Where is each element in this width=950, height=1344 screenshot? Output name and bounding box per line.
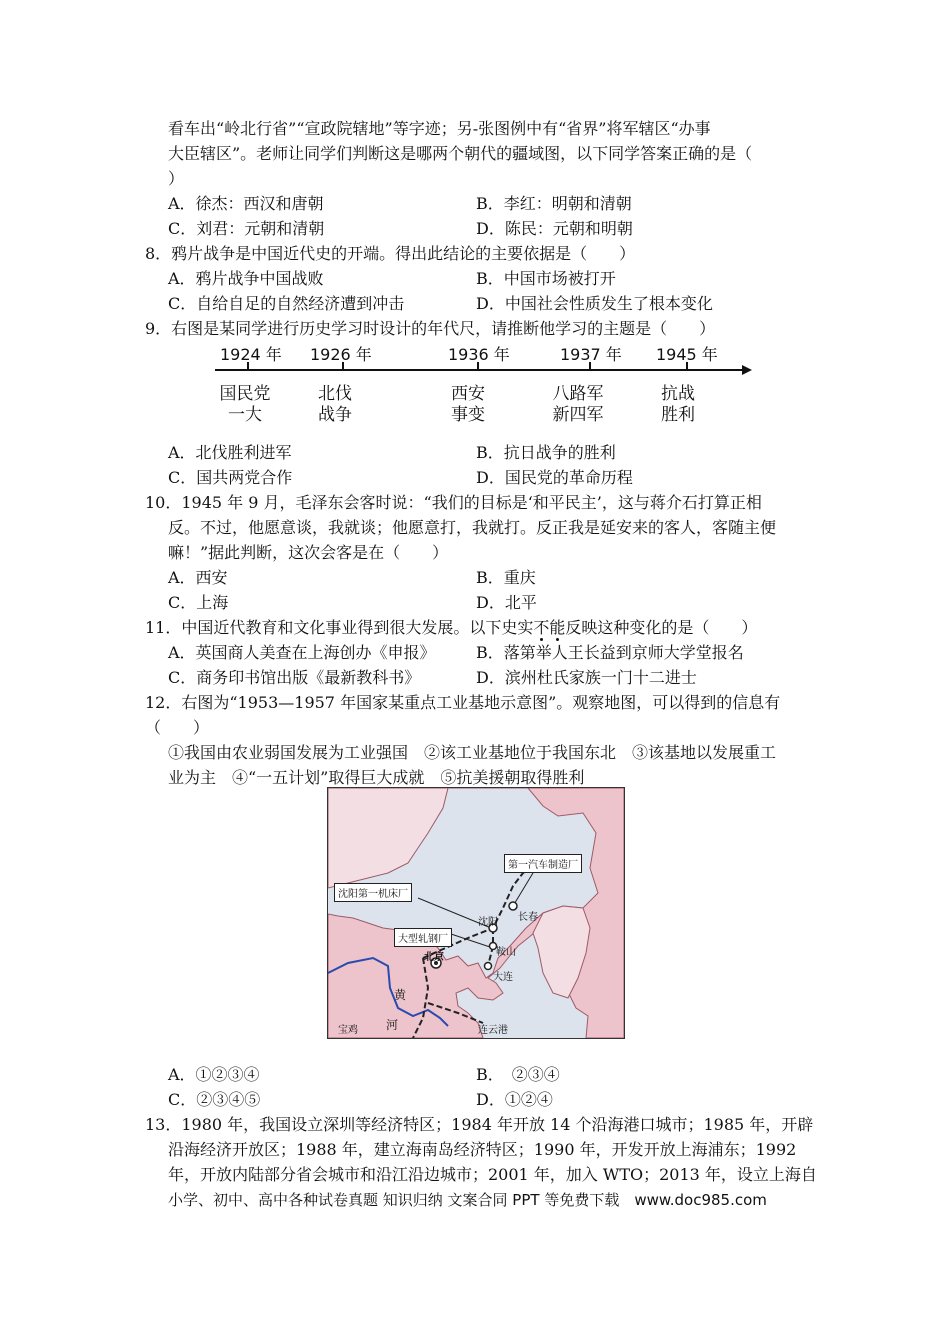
map-callout-box: 沈阳第一机床厂 [334,883,412,902]
q10-stem-line2: 反。不过，他愿意谈，我就谈；他愿意打，我就打。反正我是延安来的客人，客随主便 [168,518,777,537]
timeline-figure [210,340,755,430]
q9-stem: 9．右图是某同学进行历史学习时设计的年代尺，请推断他学习的主题是（ ） [145,319,716,338]
q8-option-c: C．自给自足的自然经济遭到冲击 [168,294,405,313]
timeline-event-line1: 国民党 [219,384,271,404]
timeline-event-line2: 事变 [451,405,485,425]
city-marker [509,902,517,910]
timeline-event-line1: 西安 [451,384,485,404]
q12-option-c: C．②③④⑤ [168,1090,261,1109]
q11-stem-text: 反映这种变化的是（ ） [565,618,758,637]
timeline-year: 1945 年 [656,345,718,364]
timeline-event [538,384,618,426]
timeline-year: 1936 年 [448,345,510,364]
map-city-label: 沈阳 [478,917,498,928]
timeline-year: 1937 年 [560,345,622,364]
q12-option-b: B． ②③④ [476,1065,560,1084]
timeline-event-line1: 抗战 [661,384,695,404]
timeline-event-line2: 新四军 [552,405,604,425]
map-city-label: 鞍山 [496,947,516,958]
q10-option-d: D．北平 [476,593,537,612]
q13-stem-line3: 年，开放内陆部分省会城市和沿江沿边城市；2001 年，加入 WTO；2013 年，设立上海自 [168,1165,817,1184]
timeline-event-line1: 北伐 [318,384,352,404]
map-capital-label: 北京 [424,952,444,963]
map-city-label: 大连 [493,972,513,983]
q10-stem-line3: 嘛！”据此判断，这次会客是在（ ） [168,543,449,562]
q12-stem-line3: ①我国由农业弱国发展为工业强国 ②该工业基地位于我国东北 ③该基地以发展重工 [168,743,777,762]
q9-option-b: B．抗日战争的胜利 [476,443,616,462]
q11-stem [145,617,757,639]
map-city-label: 宝鸡 [338,1025,358,1036]
industrial-base-map [327,787,625,1039]
q7-stem-line1: 看车出“岭北行省”“宣政院辖地”等字迹；另-张图例中有“省界”将军辖区“办事 [168,119,711,138]
map-graphic [328,788,624,1038]
q11-option-a: A．英国商人美查在上海创办《申报》 [168,643,436,662]
q12-stem-line4: 业为主 ④“一五计划”取得巨大成就 ⑤抗美援朝取得胜利 [168,768,585,787]
q12-stem-line1: 12．右图为“1953—1957 年国家某重点工业基地示意图”。观察地图，可以得到的信息有 [145,693,781,712]
q11-emphasis-char: 不 [533,618,550,637]
page-footer: 小学、初中、高中各种试卷真题 知识归纳 文案合同 PPT 等免费下载 www.doc985.com [168,1191,767,1209]
q8-option-d: D．中国社会性质发生了根本变化 [476,294,713,313]
timeline-year: 1926 年 [310,345,372,364]
q7-option-d: D．陈民：元朝和明朝 [476,219,633,238]
q8-option-b: B．中国市场被打开 [476,269,616,288]
q11-option-b: B．落第举人王长益到京师大学堂报名 [476,643,744,662]
timeline-year: 1924 年 [220,345,282,364]
q12-option-a: A．①②③④ [168,1065,260,1084]
q11-option-c: C．商务印书馆出版《最新教科书》 [168,668,421,687]
q8-option-a: A．鸦片战争中国战败 [168,269,324,288]
q10-option-c: C．上海 [168,593,229,612]
q10-option-b: B．重庆 [476,568,536,587]
q9-option-a: A．北伐胜利进军 [168,443,292,462]
q7-option-b: B．李红：明朝和清朝 [476,194,632,213]
q11-option-d: D．滨州杜氏家族一门十二进士 [476,668,697,687]
q11-stem-text: 11．中国近代教育和文化事业得到很大发展。以下史实 [145,618,534,637]
timeline-event-line2: 胜利 [661,405,695,425]
q11-emphasis-char: 能 [549,618,566,637]
timeline-event [295,384,375,426]
map-callout-box: 第一汽车制造厂 [504,854,582,873]
timeline-event [205,384,285,426]
timeline-event-line2: 战争 [318,405,352,425]
q13-stem-line2: 沿海经济开放区；1988 年，建立海南岛经济特区；1990 年，开发开放上海浦东；1992 [168,1140,797,1159]
q7-stem-line3: ） [168,169,185,188]
city-marker [485,963,492,970]
q12-stem-line2: （ ） [145,718,210,737]
map-city-label: 连云港 [478,1025,508,1036]
map-callout-box: 大型轧钢厂 [394,928,452,947]
q7-stem-line2: 大臣辖区”。老师让同学们判断这是哪两个朝代的疆域图，以下同学答案正确的是（ [168,144,753,163]
q8-stem: 8．鸦片战争是中国近代史的开端。得出此结论的主要依据是（ ） [145,244,636,263]
map-city-label: 长春 [518,912,538,923]
timeline-event [638,384,718,426]
q9-option-c: C．国共两党合作 [168,468,293,487]
q13-stem-line1: 13．1980 年，我国设立深圳等经济特区；1984 年开放 14 个沿海港口城市；1985 年，开辟 [145,1115,814,1134]
timeline-event [428,384,508,426]
q12-option-d: D．①②④ [476,1090,553,1109]
timeline-event-line2: 一大 [228,405,262,425]
timeline-arrowhead [742,365,752,375]
q10-option-a: A．西安 [168,568,228,587]
timeline-event-line1: 八路军 [552,384,604,404]
q7-option-c: C．刘君：元朝和清朝 [168,219,325,238]
q10-stem-line1: 10．1945 年 9 月，毛泽东会客时说：“我们的目标是‘和平民主’，这与蒋介石打算正相 [145,493,762,512]
q7-option-a: A．徐杰：西汉和唐朝 [168,194,324,213]
q9-option-d: D．国民党的革命历程 [476,468,633,487]
map-river-label: 黄 [394,988,407,1002]
map-river-label: 河 [386,1018,399,1032]
